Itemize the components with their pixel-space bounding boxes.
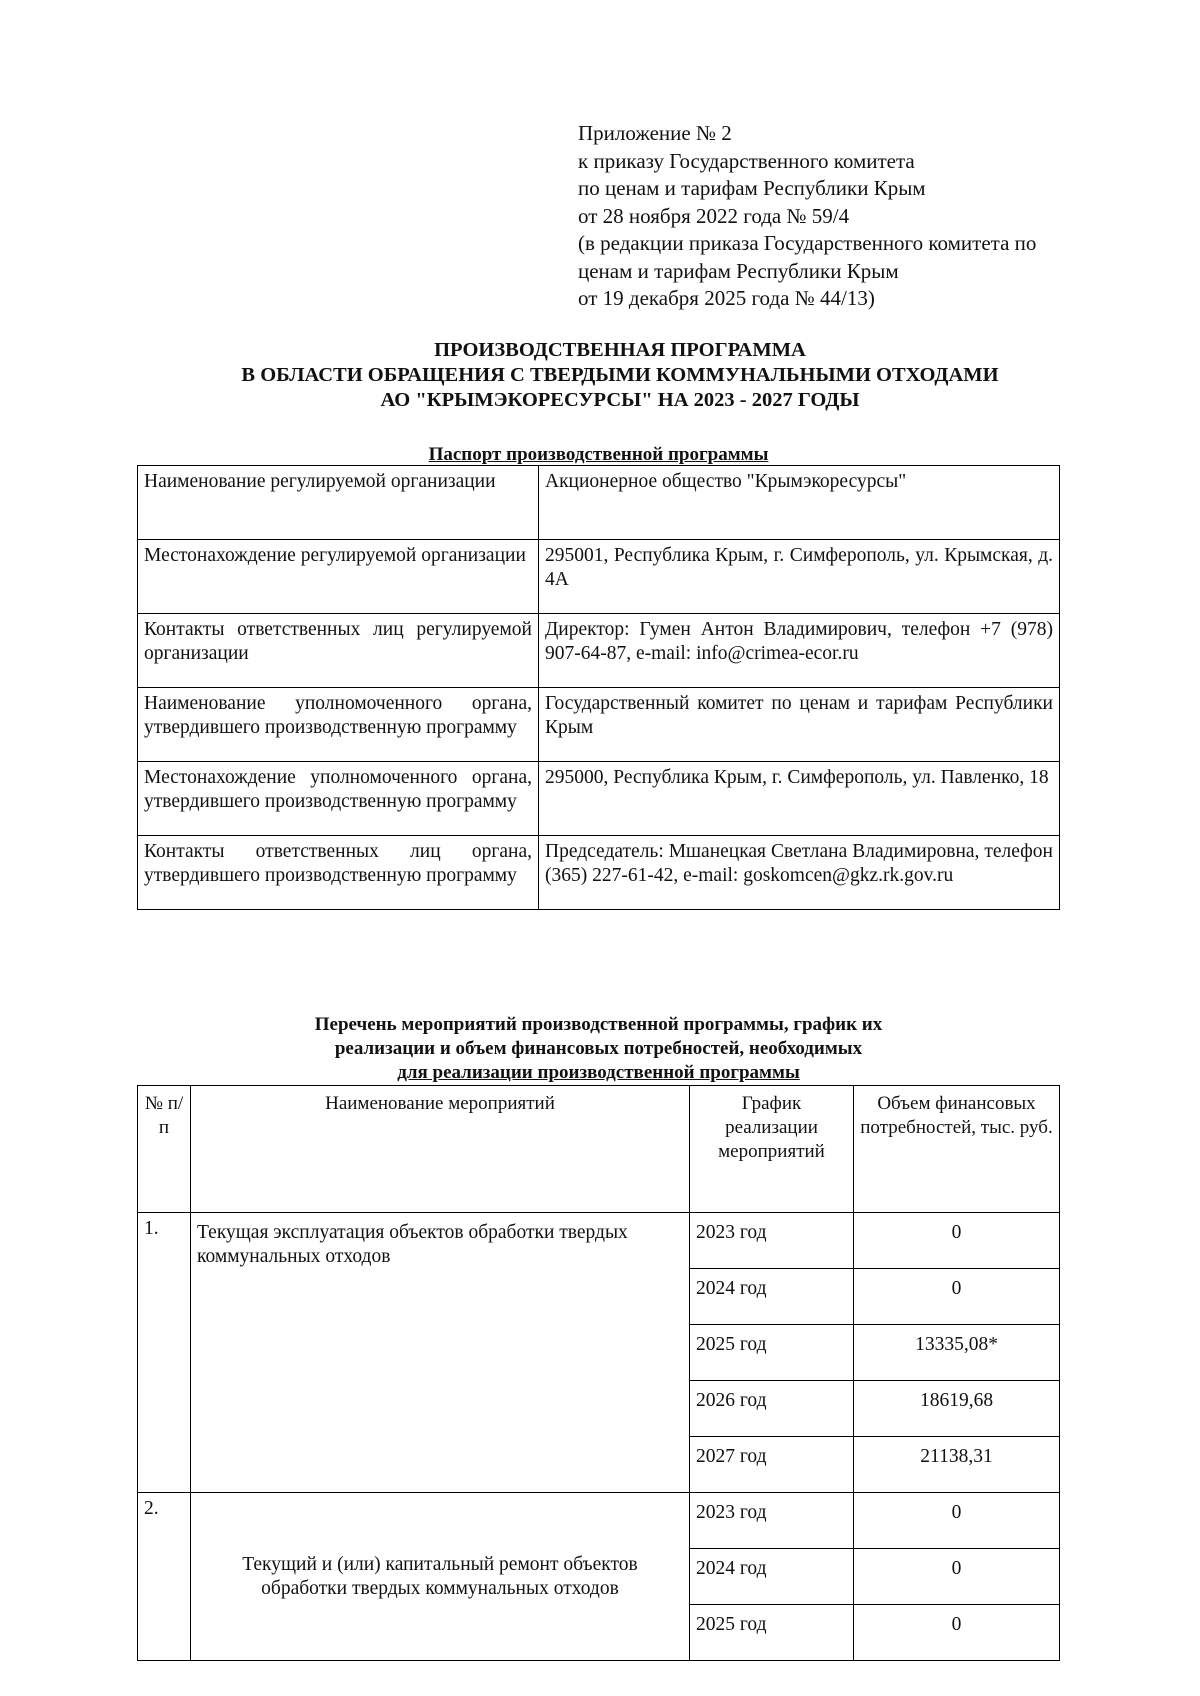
item-sum: 21138,31 (854, 1437, 1060, 1493)
table-row (138, 466, 1060, 540)
passport-value: Акционерное общество "Крымэкоресурсы" (539, 466, 1060, 540)
passport-value: Директор: Гумен Антон Владимирович, телефон +7 (978) 907-64-87, e-mail: info@crimea-ecor.ru (539, 614, 1060, 688)
item-year: 2024 год (690, 1549, 854, 1605)
column-header-schedule: График реализации мероприятий (690, 1086, 854, 1213)
appendix-block (578, 120, 1138, 313)
appendix-line: ценам и тарифам Республики Крым (578, 258, 899, 283)
appendix-line: (в редакции приказа Государственного комитета по (578, 231, 1037, 255)
passport-label: Наименование уполномоченного органа, утвердившего производственную программу (138, 688, 539, 762)
appendix-line: к приказу Государственного комитета (578, 148, 915, 173)
passport-value: Председатель: Мшанецкая Светлана Владимировна, телефон (365) 227-61-42, e-mail: goskomcen@gkz.rk.gov.ru (539, 836, 1060, 910)
passport-value: 295000, Республика Крым, г. Симферополь, ул. Павленко, 18 (539, 762, 1060, 836)
appendix-line: от 19 декабря 2025 года № 44/13) (578, 286, 875, 310)
table-row (138, 1493, 1060, 1549)
table-row (138, 762, 1060, 836)
table-header-row (138, 1086, 1060, 1213)
item-name: Текущий и (или) капитальный ремонт объектов обработки твердых коммунальных отходов (191, 1493, 690, 1661)
appendix-line: от 28 ноября 2022 года № 59/4 (578, 203, 850, 228)
item-sum: 0 (854, 1213, 1060, 1269)
item-year: 2023 год (690, 1213, 854, 1269)
column-header-name: Наименование мероприятий (191, 1086, 690, 1213)
events-heading-line: Перечень мероприятий производственной программы, график их (314, 1014, 883, 1035)
item-number: 2. (138, 1493, 191, 1661)
item-year: 2025 год (690, 1605, 854, 1661)
item-number: 1. (138, 1213, 191, 1493)
passport-heading: Паспорт производственной программы (428, 444, 769, 465)
events-table (137, 1085, 1060, 1661)
table-row (138, 688, 1060, 762)
passport-label: Контакты ответственных лиц регулируемой организации (138, 614, 539, 688)
item-sum: 0 (854, 1493, 1060, 1549)
title-line: В ОБЛАСТИ ОБРАЩЕНИЯ С ТВЕРДЫМИ КОММУНАЛЬНЫМИ ОТХОДАМИ (241, 364, 999, 386)
events-heading (137, 1013, 1060, 1085)
events-heading-line: для реализации производственной программы (397, 1062, 800, 1083)
appendix-line: по ценам и тарифам Республики Крым (578, 176, 926, 200)
item-year: 2026 год (690, 1381, 854, 1437)
item-year: 2025 год (690, 1325, 854, 1381)
table-row (138, 836, 1060, 910)
title-line: ПРОИЗВОДСТВЕННАЯ ПРОГРАММА (434, 339, 806, 361)
item-sum: 0 (854, 1269, 1060, 1325)
item-sum: 0 (854, 1605, 1060, 1661)
passport-label: Местонахождение регулируемой организации (138, 540, 539, 614)
item-sum: 18619,68 (854, 1381, 1060, 1437)
table-row (138, 540, 1060, 614)
passport-label: Местонахождение уполномоченного органа, утвердившего производственную программу (138, 762, 539, 836)
item-year: 2027 год (690, 1437, 854, 1493)
document-title (120, 338, 1120, 413)
item-year: 2024 год (690, 1269, 854, 1325)
item-sum: 13335,08* (854, 1325, 1060, 1381)
appendix-line: Приложение № 2 (578, 121, 732, 145)
item-name: Текущая эксплуатация объектов обработки твердых коммунальных отходов (191, 1213, 690, 1493)
column-header-volume: Объем финансовых потребностей, тыс. руб. (854, 1086, 1060, 1213)
passport-label: Контакты ответственных лиц органа, утвердившего производственную программу (138, 836, 539, 910)
passport-table (137, 465, 1060, 910)
column-header-num: № п/п (138, 1086, 191, 1213)
passport-value: 295001, Республика Крым, г. Симферополь, ул. Крымская, д. 4А (539, 540, 1060, 614)
item-sum: 0 (854, 1549, 1060, 1605)
events-heading-line: реализации и объем финансовых потребностей, необходимых (334, 1038, 863, 1059)
item-year: 2023 год (690, 1493, 854, 1549)
title-line: АО "КРЫМЭКОРЕСУРСЫ" НА 2023 - 2027 ГОДЫ (380, 389, 860, 411)
passport-label: Наименование регулируемой организации (138, 466, 539, 540)
passport-value: Государственный комитет по ценам и тарифам Республики Крым (539, 688, 1060, 762)
table-row (138, 614, 1060, 688)
table-row (138, 1213, 1060, 1269)
